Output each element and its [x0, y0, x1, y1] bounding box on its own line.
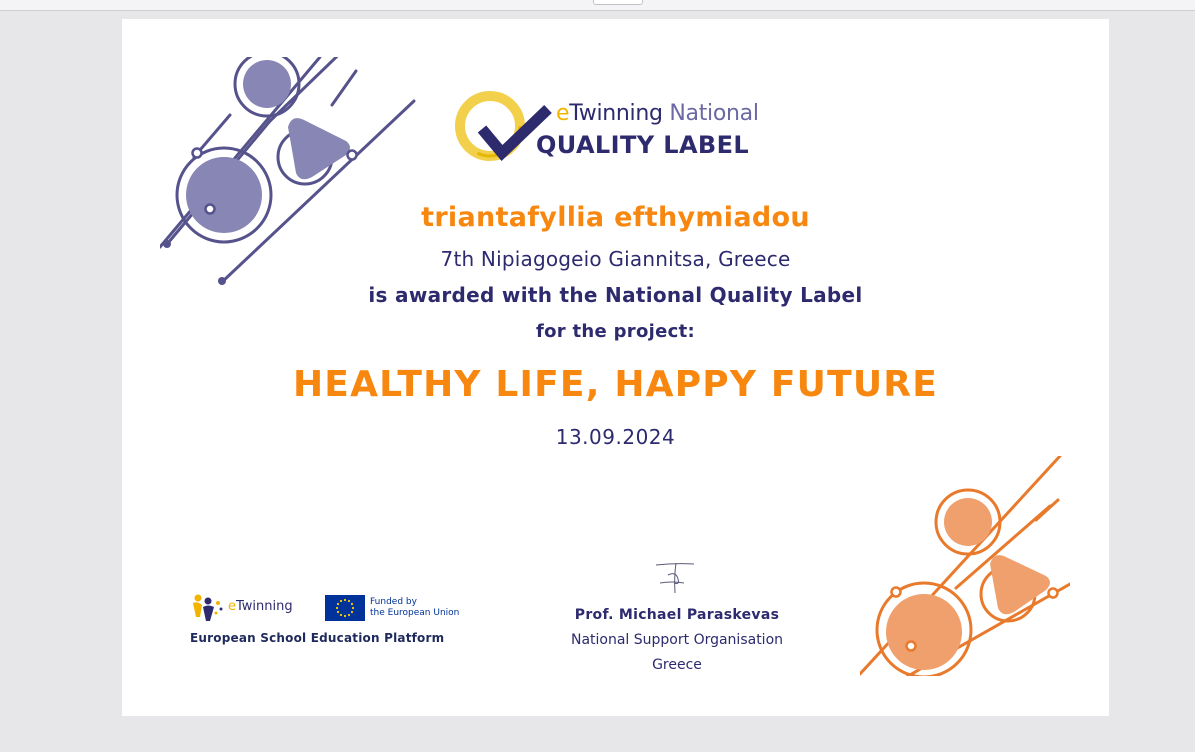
- award-date: 13.09.2024: [555, 425, 676, 449]
- project-title: HEALTHY LIFE, HAPPY FUTURE: [292, 364, 939, 405]
- eu-funding-line1: Funded by: [370, 597, 417, 607]
- eu-funding-text: [370, 597, 459, 619]
- recipient-name: triantafyllia efthymiadou: [421, 202, 810, 233]
- etwinning-wordmark: [228, 599, 293, 614]
- award-statement: is awarded with the National Quality Label: [368, 283, 863, 307]
- for-project-label: for the project:: [535, 321, 695, 342]
- logo-title-line1: [556, 101, 759, 126]
- viewer-toolbar: [0, 0, 1195, 11]
- eu-flag-icon: [325, 595, 365, 621]
- quality-label-logo: [452, 89, 782, 163]
- logo-national-word: National: [662, 101, 759, 126]
- etwinning-logo: [190, 593, 300, 623]
- signatory-organisation: National Support Organisation: [570, 632, 784, 648]
- certificate-page: [122, 19, 1109, 716]
- signatory-name: Prof. Michael Paraskevas: [574, 607, 780, 623]
- platform-name: European School Education Platform: [190, 631, 445, 645]
- decorative-circles-bottom-right: [860, 456, 1070, 676]
- signatory-country: Greece: [652, 657, 702, 673]
- school-name: 7th Nipiagogeio Giannitsa, Greece: [440, 247, 791, 271]
- etwinning-rest-word: Twinning: [236, 599, 293, 614]
- toolbar-handle[interactable]: [593, 0, 643, 5]
- logo-twinning-word: Twinning: [569, 101, 663, 126]
- etwinning-e-letter: e: [228, 599, 236, 614]
- logo-title-line2: QUALITY LABEL: [536, 131, 750, 159]
- eu-funding-line2: the European Union: [370, 608, 460, 618]
- signature-image: [654, 561, 698, 595]
- etwinning-figures-icon: [190, 593, 226, 623]
- logo-e-letter: e: [556, 101, 570, 126]
